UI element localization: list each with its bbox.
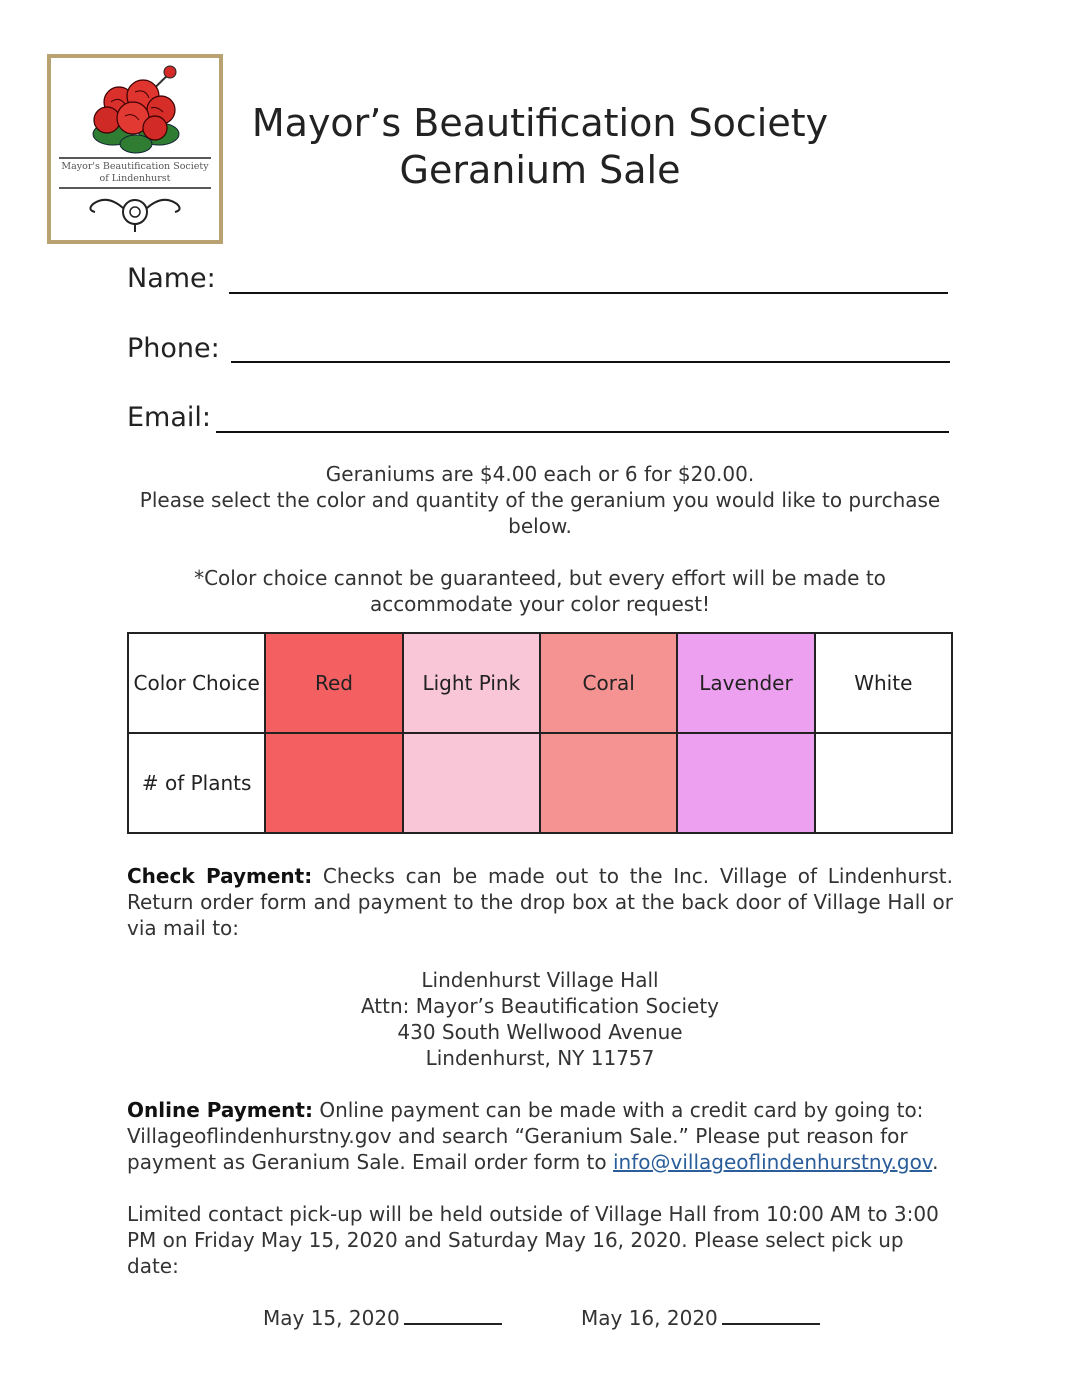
address-line1: Lindenhurst Village Hall	[421, 968, 659, 992]
email-label: Email:	[127, 402, 212, 433]
mailing-address	[127, 967, 953, 1071]
color-coral-header: Coral	[540, 633, 677, 733]
pricing-line2: Please select the color and quantity of the geranium you would like to purchase below.	[139, 488, 941, 538]
lavender-quantity-input[interactable]	[677, 733, 814, 833]
pickup-date-option-1[interactable]	[263, 1305, 513, 1331]
phone-label: Phone:	[127, 333, 220, 364]
white-quantity-input[interactable]	[815, 733, 952, 833]
coral-quantity-input[interactable]	[540, 733, 677, 833]
color-order-table	[127, 632, 953, 834]
pricing-line1: Geraniums are $4.00 each or 6 for $20.00.	[325, 462, 755, 486]
pickup-date2-line[interactable]	[722, 1323, 820, 1325]
pickup-info: Limited contact pick-up will be held outside of Village Hall from 10:00 AM to 3:00 PM on Friday May 15, 2020 and Saturday May 16, 2020. Please select pick up date:	[127, 1202, 939, 1278]
plants-quantity-header: # of Plants	[128, 733, 265, 833]
phone-field[interactable]	[231, 361, 950, 363]
check-payment-section	[127, 863, 953, 941]
society-logo	[47, 54, 223, 244]
email-link[interactable]: info@villageoflindenhurstny.gov	[613, 1150, 933, 1174]
pickup-date-option-2[interactable]	[581, 1305, 831, 1331]
online-payment-section	[127, 1097, 953, 1175]
address-line2: Attn: Mayor’s Beautification Society	[360, 994, 720, 1018]
title-line1: Mayor’s Beautification Society	[251, 101, 829, 145]
address-line3: 430 South Wellwood Avenue	[397, 1020, 683, 1044]
color-lavender-header: Lavender	[677, 633, 814, 733]
online-payment-end: .	[932, 1150, 939, 1174]
pickup-date2-label: May 16, 2020	[581, 1306, 718, 1330]
pricing-info	[127, 461, 953, 539]
title-line2: Geranium Sale	[399, 148, 681, 192]
plants-quantity-row	[128, 733, 952, 833]
name-label: Name:	[127, 263, 216, 294]
online-payment-label: Online Payment:	[127, 1098, 313, 1122]
color-disclaimer: *Color choice cannot be guaranteed, but every effort will be made to accommodate your color request!	[194, 566, 886, 616]
pickup-date1-label: May 15, 2020	[263, 1306, 400, 1330]
page-title	[230, 100, 850, 194]
light-pink-quantity-input[interactable]	[403, 733, 540, 833]
pickup-date1-line[interactable]	[404, 1323, 502, 1325]
color-white-header: White	[815, 633, 952, 733]
red-quantity-input[interactable]	[265, 733, 402, 833]
logo-text-line1: Mayor's Beautification Society	[61, 161, 209, 172]
email-field[interactable]	[216, 431, 949, 433]
address-line4: Lindenhurst, NY 11757	[425, 1046, 655, 1070]
color-light-pink-header: Light Pink	[403, 633, 540, 733]
name-field[interactable]	[229, 292, 948, 294]
online-payment-text: Online payment can be made with a credit card by going to: Villageoflindenhurstny.gov and search “Geranium Sale.” Please put reason for payment as Geranium Sale. Email order form to	[127, 1098, 924, 1174]
check-payment-label: Check Payment:	[127, 864, 313, 888]
check-payment-text: Checks can be made out to the Inc. Village of Lindenhurst. Return order form and payment to the drop box at the back door of Village Hall or via mail to:	[127, 864, 953, 940]
logo-text-line2: of Lindenhurst	[99, 173, 171, 184]
geranium-logo-graphic	[51, 58, 219, 240]
color-red-header: Red	[265, 633, 402, 733]
color-choice-row	[128, 633, 952, 733]
color-choice-header: Color Choice	[128, 633, 265, 733]
